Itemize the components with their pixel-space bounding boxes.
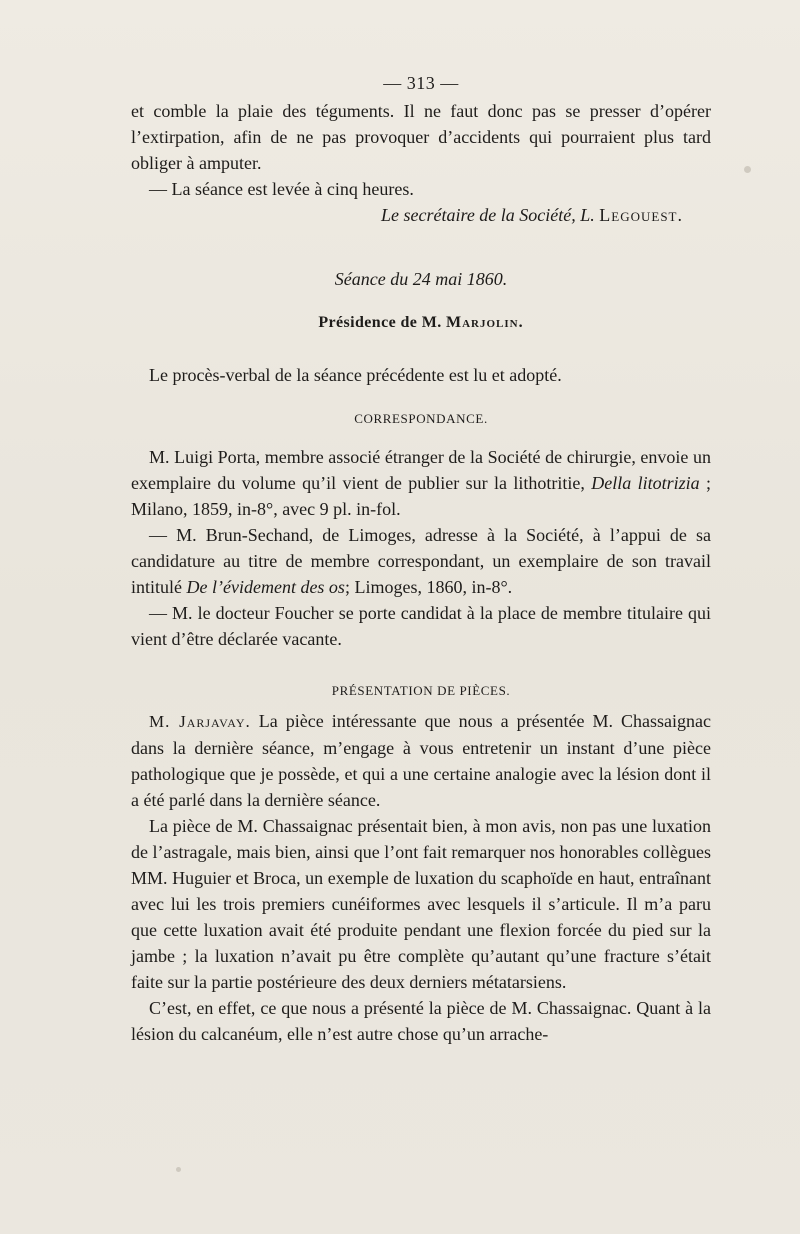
- text-run: ; Milano, 1859, in-8°, avec 9 pl. in-fol.: [131, 473, 711, 519]
- presidence-prefix: Présidence de M.: [318, 314, 447, 331]
- book-title: De l’évidement des os: [186, 577, 345, 597]
- text-run: La pièce intéressante que nous a présentée M. Chassaignac dans la dernière séance, m’engage à vous entretenir un instant d’une pièce pathologique que je possède, et qui a une certaine analogie avec la lésion dont il a été parlé dans la dernière séance.: [131, 711, 711, 810]
- correspondance-heading: CORRESPONDANCE.: [354, 411, 488, 426]
- correspondance-paragraph-3: — M. le docteur Foucher se porte candidat à la place de membre titulaire qui vient d’être déclarée vacante.: [131, 603, 711, 649]
- text-column: [131, 70, 711, 1047]
- page-number: — 313 —: [383, 73, 459, 93]
- closing-line: — La séance est levée à cinq heures.: [149, 179, 414, 199]
- presentation-paragraph-1: [131, 708, 711, 813]
- book-title: Della litotrizia: [591, 473, 700, 493]
- session-title: Séance du 24 mai 1860.: [334, 269, 508, 289]
- presentation-paragraph-3: C’est, en effet, ce que nous a présenté la pièce de M. Chassaignac. Quant à la lésion du calcanéum, elle n’est autre chose qu’un arrache-: [131, 998, 711, 1044]
- presidence-name: Marjolin.: [446, 314, 524, 331]
- signature-role: Le secrétaire de la Société: [381, 205, 572, 225]
- presidence-line: [131, 310, 711, 336]
- text-run: — M. Brun-Sechand, de Limoges, adresse à la Société, à l’appui de sa candidature au titre de membre correspondant, un exemplaire de son travail intitulé: [131, 525, 711, 597]
- speaker-name: M. Jarjavay.: [149, 712, 251, 731]
- signature-line: [131, 202, 711, 228]
- proces-verbal: Le procès-verbal de la séance précédente est lu et adopté.: [149, 365, 562, 385]
- ink-spot: [744, 166, 751, 173]
- signature-separator: , L.: [571, 205, 600, 225]
- presentation-heading: PRÉSENTATION DE PIÈCES.: [331, 683, 511, 698]
- correspondance-paragraph-1: [131, 444, 711, 522]
- presentation-paragraph-2: La pièce de M. Chassaignac présentait bien, à mon avis, non pas une luxation de l’astragale, mais bien, ainsi que l’ont fait remarquer nos honorables collègues MM. Huguier et Broca, un exemple de luxation du scaphoïde en haut, entraînant avec lui les trois premiers cunéiformes avec lesquels il s’articule. Il m’a paru que cette luxation avait été produite pendant une flexion forcée du pied sur la jambe ; la luxation n’avait pu être complète qu’autant qu’une fracture s’était faite sur la partie postérieure des deux derniers métatarsiens.: [131, 816, 711, 992]
- text-run: M. Luigi Porta, membre associé étranger de la Société de chirurgie, envoie un exemplaire du volume qu’il vient de publier sur la lithotritie,: [131, 447, 711, 493]
- signature-name: Legouest.: [599, 205, 683, 225]
- ink-spot: [176, 1167, 181, 1172]
- text-run: ; Limoges, 1860, in-8°.: [344, 577, 513, 597]
- intro-paragraph: et comble la plaie des téguments. Il ne faut donc pas se presser d’opérer l’extirpation, afin de ne pas provoquer d’accidents qui pourraient plus tard obliger à amputer.: [131, 101, 711, 173]
- correspondance-paragraph-2: [131, 522, 711, 600]
